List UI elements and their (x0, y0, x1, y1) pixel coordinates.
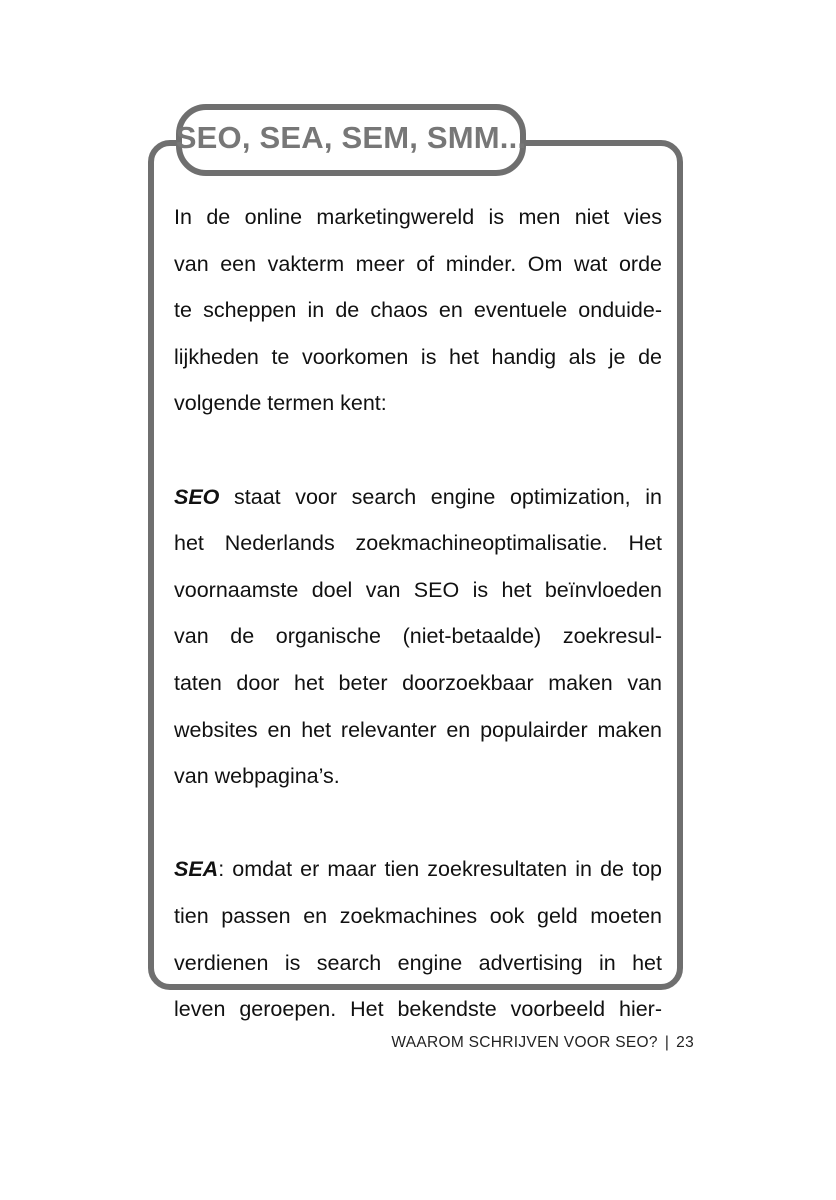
paragraph-line: websites en het relevanter en populairder maken (174, 717, 662, 742)
paragraph-line: lijkheden te voorkomen is het handig als je de (174, 344, 662, 369)
paragraph-line: verdienen is search engine advertising in het (174, 950, 662, 975)
seo-first-line-rest: staat voor search engine optimization, in (219, 484, 662, 509)
page-number: 23 (676, 1034, 694, 1051)
paragraph-line: volgende termen kent: (174, 391, 387, 416)
sea-term: SEA (174, 857, 219, 882)
paragraph-line: leven geroepen. Het bekendste voorbeeld hier- (174, 997, 662, 1022)
running-title: WAAROM SCHRIJVEN VOOR SEO? (391, 1034, 658, 1051)
box-title-tab (176, 104, 526, 176)
page-footer (391, 1034, 694, 1052)
seo-first-line (174, 474, 662, 521)
paragraph-line: voornaamste doel van SEO is het beïnvloeden (174, 577, 662, 602)
paragraph-line: het Nederlands zoekmachineoptimalisatie. Het (174, 531, 662, 556)
sea-first-line-rest: : omdat er maar tien zoekresultaten in de top (218, 857, 662, 882)
paragraph-line: te scheppen in de chaos en eventuele onduide- (174, 298, 662, 323)
paragraph-line: van webpagina’s. (174, 764, 340, 789)
paragraph-line: tien passen en zoekmachines ook geld moeten (174, 903, 662, 928)
seo-term: SEO (174, 484, 220, 509)
paragraph-line: van een vakterm meer of minder. Om wat orde (174, 251, 662, 276)
paragraph-gap (174, 800, 662, 847)
paragraph-line: van de organische (niet-betaalde) zoekresul- (174, 624, 662, 649)
sea-first-line (174, 846, 662, 893)
footer-separator: | (664, 1034, 670, 1051)
box-title: SEO, SEA, SEM, SMM... (175, 120, 527, 155)
paragraph-line: In de online marketingwereld is men niet vies (174, 205, 662, 229)
box-content (174, 194, 662, 1033)
paragraph-line: taten door het beter doorzoekbaar maken van (174, 670, 662, 695)
paragraph-gap (174, 427, 662, 474)
